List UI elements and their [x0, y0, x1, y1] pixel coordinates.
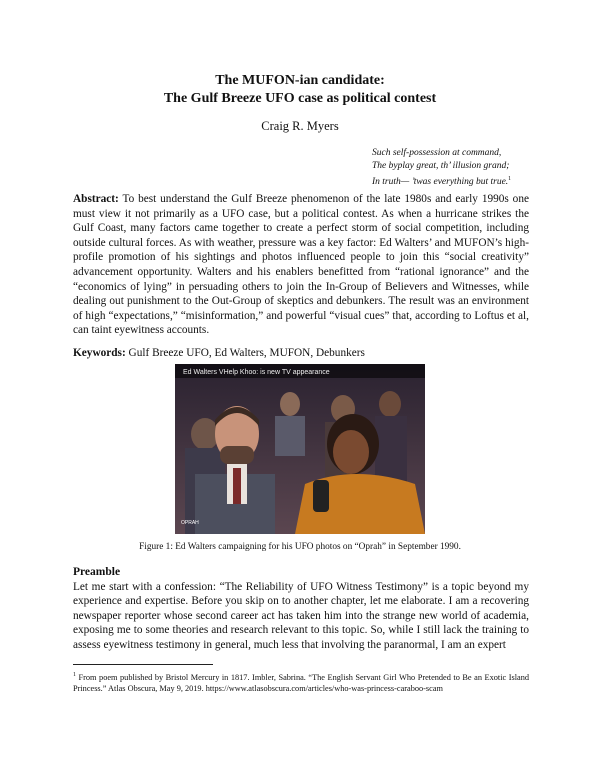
paper-title-line-2: The Gulf Breeze UFO case as political contest	[163, 91, 437, 106]
footnote-number: 1	[73, 672, 76, 678]
author-name: Craig R. Myers	[261, 119, 339, 133]
figure-caption: Figure 1: Ed Walters campaigning for his UFO photos on “Oprah” in September 1990.	[139, 542, 461, 552]
footnote-text[interactable]: From poem published by Bristol Mercury in 1817. Imbler, Sabrina. “The English Servant Girl Who Pretended to Be an Exotic Island Princess.” Atlas Obscura, May 9, 2019. https://www.atlasobscura.com/articles/who-was-princess-caraboo-scam	[73, 672, 529, 694]
footnote-divider	[73, 664, 213, 665]
body-paragraph: Let me start with a confession: “The Reliability of UFO Witness Testimony” is a topic beyond my experience and expertise. Before you skip on to another chapter, let me elaborate. I am a recovering newspaper reporter whose second career act has taken him into the strange new world of academia, exposing me to some theories and research relevant to this topic. So, while I still lack the training to assess eyewitness testimony in general, much less that involving the paranormal, I am an expert	[73, 581, 529, 651]
epigraph-line-3: In truth— ’twas everything but true.$^1$	[372, 176, 512, 188]
epigraph-footnote-ref[interactable]: 1	[508, 176, 512, 182]
section-heading: Preamble	[73, 566, 121, 578]
epigraph	[372, 147, 572, 189]
abstract-label: Abstract:	[73, 193, 119, 205]
keywords	[73, 346, 529, 360]
video-frame-illustration	[175, 364, 425, 534]
abstract-text: To best understand the Gulf Breeze phenomenon of the late 1980s and early 1990s one must view it not primarily as a UFO case, but a political contest. As when a hurricane strikes the Gulf Coast, many factors came together to create a perfect storm of social competition, including outside cultural forces. As with weather, pressure was a key factor: Ed Walters’ and MUFON’s high-profile promotion of his sightings and photos influenced people to join this “social creativity” advancement opportunity. Walters and his enablers benefitted from “rational ignorance” and the “economics of lying” in persuading others to join the In-Group of Believers and Witnesses, while dealing out punishment to the Out-Group of skeptics and debunkers. The result was an environment of high “expectations,” “misinformation,” and powerful “visual cues” that, according to Loftus et al, can taint eyewitness accounts.	[73, 193, 529, 337]
footnote	[73, 670, 529, 695]
paper-title-line-1: The MUFON-ian candidate:	[215, 73, 385, 88]
video-title: Ed Walters VHelp Khoo: is new TV appearance	[183, 369, 330, 376]
epigraph-line-2: The byplay great, th’ illusion grand;	[372, 161, 510, 171]
abstract	[73, 192, 529, 338]
video-watermark: OPRAH	[181, 520, 199, 526]
keywords-text: Gulf Breeze UFO, Ed Walters, MUFON, Debunkers	[125, 347, 365, 359]
keywords-label: Keywords:	[73, 347, 126, 359]
epigraph-line-1: Such self-possession at command,	[372, 148, 502, 158]
video-still-figure[interactable]	[175, 364, 425, 534]
